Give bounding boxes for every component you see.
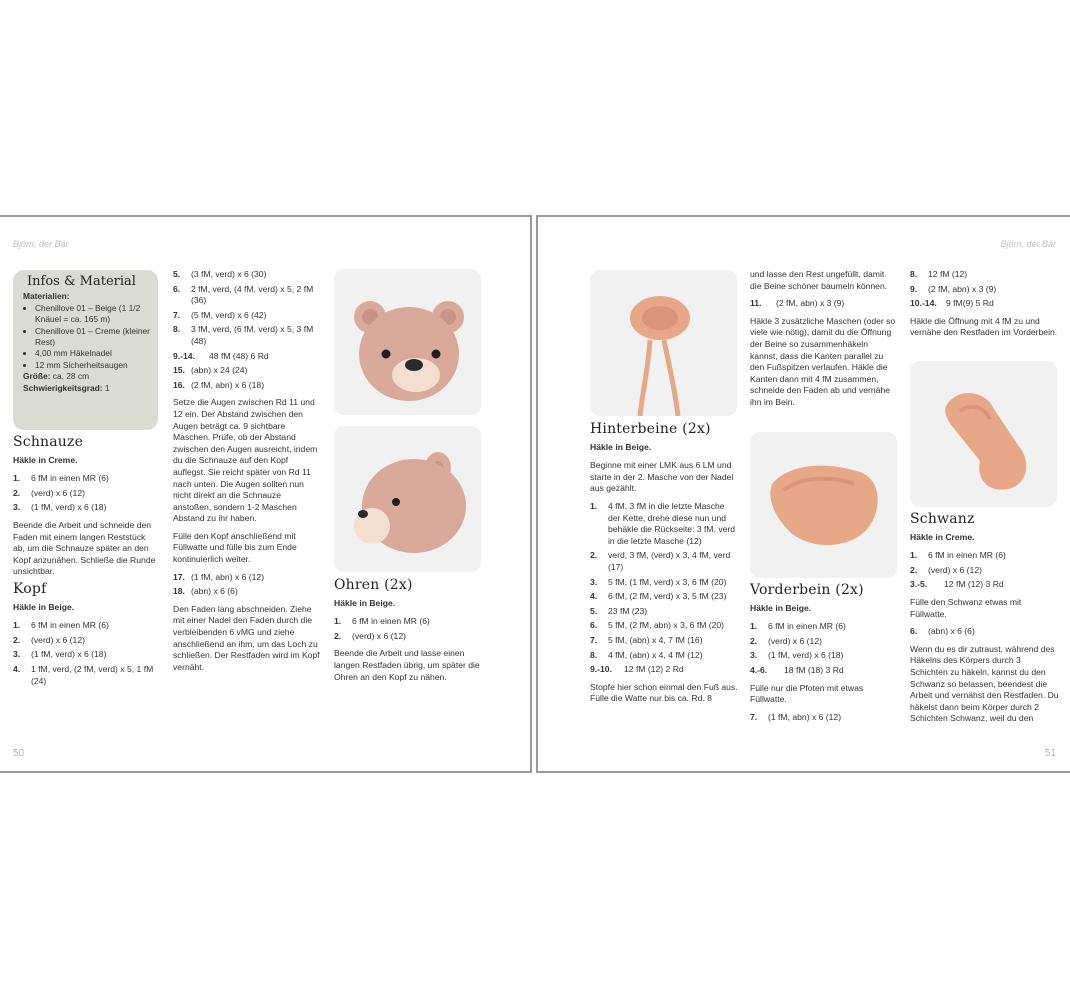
column-r2 [750,269,898,415]
paragraph: und lasse den Rest ungefüllt, damit die Beine schöner baumeln können. [750,269,888,291]
row-list [13,473,158,514]
row-item: 8. 12 fM (12) [910,269,968,279]
bear-head-side-image [334,426,481,572]
right-page [536,215,1070,773]
material-item: • 4,00 mm Häkelnadel [35,348,150,359]
row-list [910,550,1060,591]
section-sub: Häkle in Creme. [910,531,975,542]
material-item: • 12 mm Sicherheitsaugen [35,360,150,371]
section-title-schwanz: Schwanz [910,511,975,527]
materials-list [23,303,150,371]
row-item: 2. (verd) x 6 (12) [13,634,85,645]
paragraph: Den Faden lang abschneiden. Ziehe mit einer Nadel den Faden durch die verbleibenden 6 vMG und ziehe anschließend an ihm, um das Loch zu schließen. Der Restfaden wird im Kopf vernäht. [173,603,320,672]
row-item: 9. (2 fM, abn) x 3 (9) [910,283,997,294]
photo-bear-head-side [334,426,481,572]
book-spread [0,215,1070,773]
row-item: 7. (5 fM, verd) x 6 (42) [173,309,267,320]
row-item: 1. 4 fM, 3 fM in die letzte Masche der Kette, drehe diese nun und behäkle die Rückseite: 3 fM, verd in die letzte Masche (12) [590,500,736,546]
row-item: 2. (verd) x 6 (12) [13,487,85,498]
row-list [590,501,738,676]
hind-leg-image [590,270,737,416]
material-item: • Chenillove 01 – Creme (kleiner Rest) [35,326,150,349]
paragraph: Beende die Arbeit und lasse einen langen Restfaden übrig, um später die Ohren an den Kopf zu nähen. [334,648,480,682]
difficulty-line: Schwierigkeitsgrad: 1 [23,382,110,393]
page-number-left: 50 [13,748,25,759]
tail-image [910,361,1057,507]
running-head-right: Björn, der Bär [1000,239,1056,249]
row-item: 6. 2 fM, verd, (4 fM, verd) x 5, 2 fM (36) [173,283,314,306]
column-1 [13,434,158,693]
row-item: 1. 6 fM in einen MR (6) [750,621,846,632]
photo-tail [910,361,1057,507]
paragraph: Stopfe hier schon einmal den Fuß aus. Fülle die Watte nur bis ca. Rd. 8 [590,681,738,704]
row-item: 3. (1 fM, verd) x 6 (18) [13,649,107,660]
row-item: 6. (abn) x 6 (6) [910,626,975,637]
photo-hind-leg [590,270,737,416]
row-list [910,269,1060,310]
row-item: 9.-10. 12 fM (12) 2 Rd [590,664,684,675]
left-page [0,215,532,773]
bear-head-front-image [334,269,481,415]
paragraph: Setze die Augen zwischen Rd 11 und 12 ein. Der Abstand zwischen den Augen beträgt ca. 9 sichtbare Maschen. Prüfe, ob der Abstand zwischen den Augen ausreicht, indem du die Schnauze auf den Kopf auflegst. Sie reicht später von Rd 11 nach unten. Die Augen sollten nun nicht direkt an die Schnauze anstoßen, sondern 1-2 Maschen Abstand zu ihr haben. [173,397,318,524]
column-r3 [910,269,1060,345]
row-list [750,298,898,310]
row-item: 7. 5 fM, (abn) x 4, 7 fM (16) [590,634,703,645]
row-list [13,620,158,687]
column-r3b [910,511,1060,731]
row-item: 3. (1 fM, verd) x 6 (18) [750,650,844,661]
paragraph: Fülle den Schwanz etwas mit Füllwatte. [910,596,1022,619]
row-item: 1. 6 fM in einen MR (6) [13,473,109,484]
row-item: 1. 6 fM in einen MR (6) [13,620,109,631]
section-title-vorderbein: Vorderbein (2x) [750,582,864,598]
row-item: 6. 5 fM, (2 fM, abn) x 3, 6 fM (20) [590,620,725,631]
row-list [750,712,898,724]
row-item: 4. 1 fM, verd, (2 fM, verd) x 5, 1 fM (24) [13,663,154,686]
section-sub: Häkle in Beige. [590,441,652,452]
column-2 [173,269,321,679]
row-list [910,626,1060,638]
section-sub: Häkle in Beige. [750,602,812,613]
photo-bear-head-front [334,269,481,415]
row-item: 3. 5 fM, (1 fM, verd) x 3, 6 fM (20) [590,576,727,587]
row-item: 5. (3 fM, verd) x 6 (30) [173,269,267,279]
section-sub: Häkle in Creme. [13,454,78,465]
material-item: • Chenillove 01 – Beige (1 1/2 Knäuel = ca. 165 m) [35,303,150,326]
section-sub: Häkle in Beige. [334,597,396,608]
section-title-ohren: Ohren (2x) [334,577,413,593]
column-3 [334,577,484,689]
section-sub: Häkle in Beige. [13,601,75,612]
running-head-left: Björn, der Bär [13,239,69,249]
photo-front-leg [750,432,897,578]
paragraph: Häkle 3 zusätzliche Maschen (oder so viele wie nötig), damit du die Öffnung der Beine so zusammenhäkeln kannst, dass die Kanten parallel zu den Fußspitzen verlaufen. Häkle die Kanten dann mit 4 fM zusammen, schneide den Faden ab und vernähe ihn im Bein. [750,315,896,407]
row-item: 2. (verd) x 6 (12) [910,564,982,575]
column-r2b [750,582,898,729]
paragraph: Fülle den Kopf anschließend mit Füllwatte und fülle bis zum Ende kontinuierlich weiter. [173,530,297,565]
info-title: Infos & Material [27,274,136,289]
row-item: 15. (abn) x 24 (24) [173,365,248,376]
section-title-hinterbeine: Hinterbeine (2x) [590,421,711,437]
row-item: 9.-14. 48 fM (48) 6 Rd [173,350,269,361]
front-leg-image [750,432,897,578]
row-item: 1. 6 fM in einen MR (6) [334,616,430,627]
column-r1 [590,421,738,711]
section-title-kopf: Kopf [13,580,47,597]
row-item: 16. (2 fM, abn) x 6 (18) [173,379,265,390]
row-item: 10.-14. 9 fM(9) 5 Rd [910,298,994,309]
paragraph: Häkle die Öffnung mit 4 fM zu und vernähe den Restfaden im Vorderbein. [910,315,1058,338]
page-number-right: 51 [1044,748,1056,759]
row-item: 18. (abn) x 6 (6) [173,586,238,597]
row-item: 2. (verd) x 6 (12) [334,630,406,641]
row-item: 4.-6. 18 fM (18) 3 Rd [750,664,844,675]
row-list [334,616,484,642]
section-title-schnauze: Schnauze [13,434,84,450]
row-list [173,572,321,598]
row-item: 5. 23 fM (23) [590,605,648,616]
row-item: 2. (verd) x 6 (12) [750,635,822,646]
row-item: 4. 6 fM, (2 fM, verd) x 3, 5 fM (23) [590,591,727,602]
row-item: 3.-5. 12 fM (12) 3 Rd [910,579,1004,590]
size-line: Größe: ca. 28 cm [23,371,90,382]
materials-label: Materialien: [23,291,70,302]
row-item: 11. (2 fM, abn) x 3 (9) [750,298,845,309]
paragraph: Fülle nur die Pfoten mit etwas Füllwatte. [750,682,864,705]
info-material-box [13,270,158,430]
row-item: 7. (1 fM, abn) x 6 (12) [750,711,842,722]
paragraph: Beginne mit einer LMK aus 6 LM und starte in der 2. Masche von der Nadel aus gezählt. [590,460,734,494]
row-item: 3. (1 fM, verd) x 6 (18) [13,502,107,513]
row-item: 2. verd, 3 fM, (verd) x 3, 4 fM, verd (17) [590,550,731,572]
paragraph: Wenn du es dir zutraust, während des Häkelns des Körpers durch 3 Schichten zu häkeln, kannst du den Schwanz so belassen, beendest die Arbeit und vernähst den Restfaden. Du häkelst dann beim Körper durch 2 Schichten Schwanz, weil du den [910,643,1059,724]
row-list [173,269,321,391]
row-item: 8. 3 fM, verd, (6 fM, verd) x 5, 3 fM (48) [173,324,314,346]
row-list [750,621,898,676]
paragraph: Beende die Arbeit und schneide den Faden mit einem langen Reststück ab, um die Schnauze später an den Kopf anzunähen. Schließe die Runde unsichtbar. [13,519,156,577]
row-item: 17. (1 fM, abn) x 6 (12) [173,571,265,582]
row-item: 1. 6 fM in einen MR (6) [910,550,1006,561]
row-item: 8. 4 fM, (abn) x 4, 4 fM (12) [590,649,703,660]
